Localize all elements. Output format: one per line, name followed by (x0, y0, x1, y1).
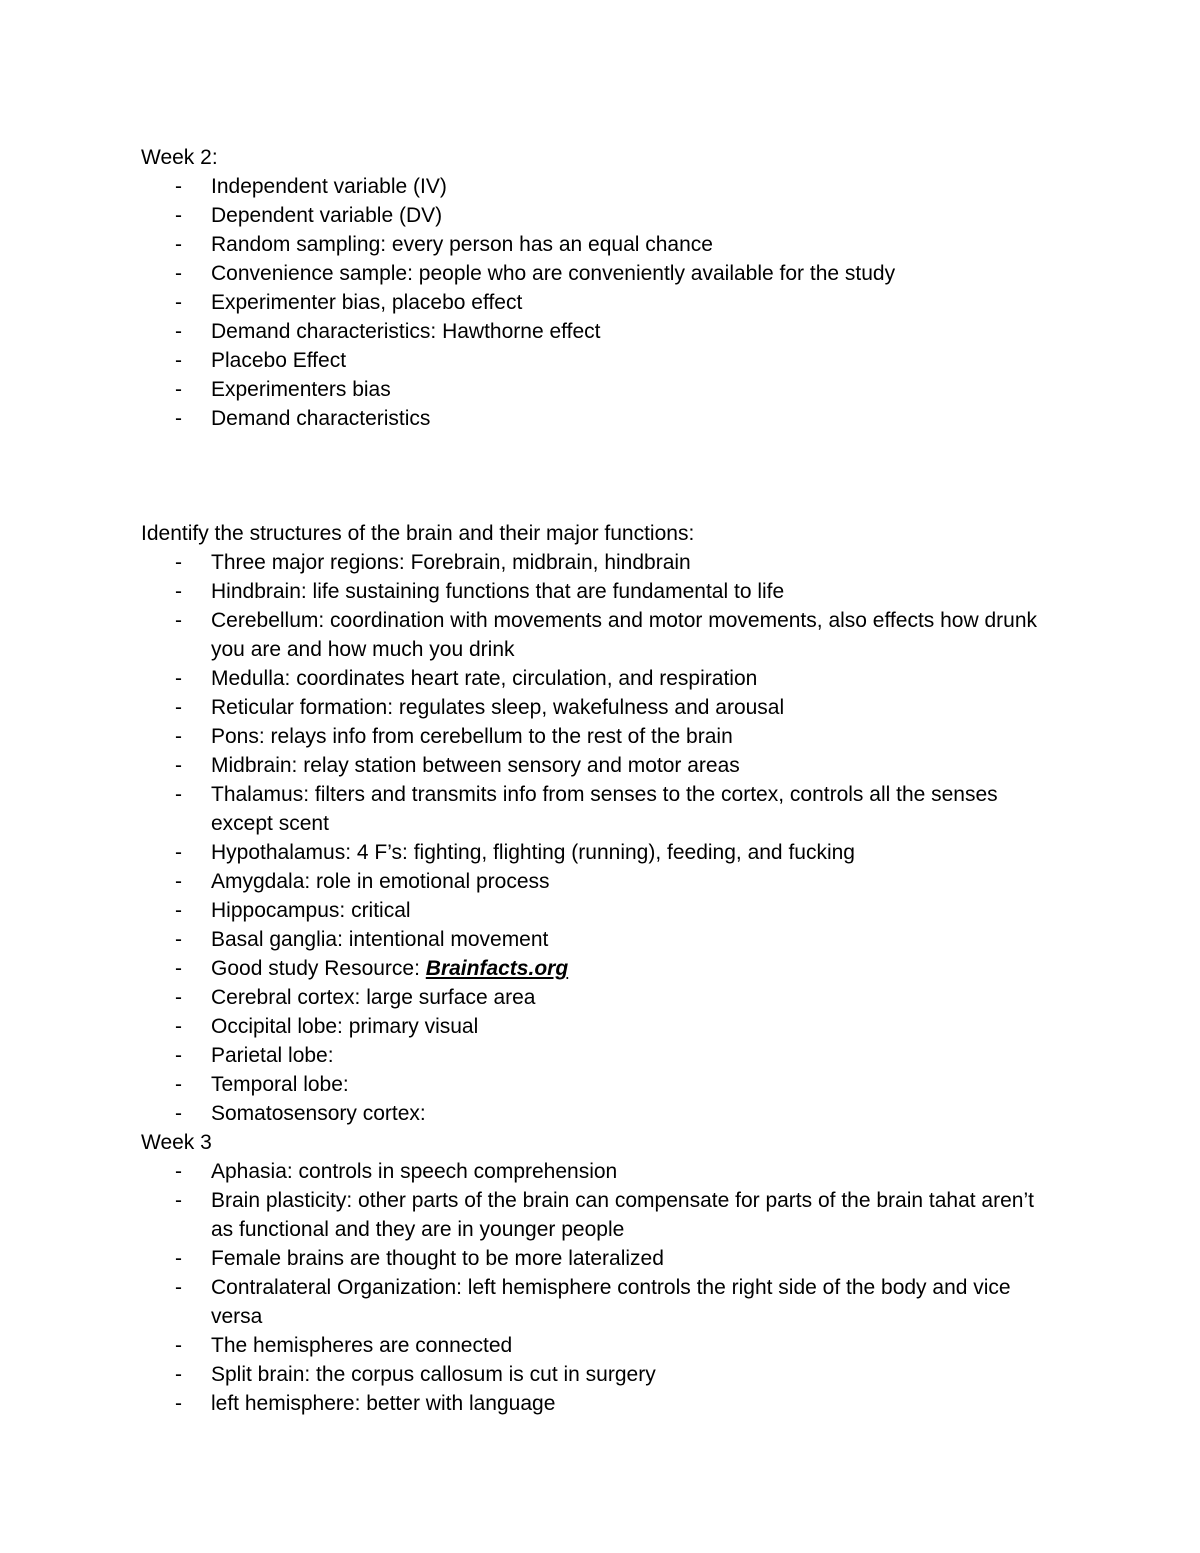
list-item: - Convenience sample: people who are conveniently available for the study (175, 262, 896, 285)
week3-heading: Week 3 (141, 1131, 212, 1154)
brain-list (141, 548, 1061, 1128)
list-item: - Reticular formation: regulates sleep, wakefulness and arousal (175, 696, 785, 719)
list-item: - Split brain: the corpus callosum is cut in surgery (175, 1363, 656, 1386)
list-item: - Experimenter bias, placebo effect (175, 291, 523, 314)
list-item: - Demand characteristics: Hawthorne effect (175, 320, 601, 343)
list-item: - Aphasia: controls in speech comprehension (175, 1160, 618, 1183)
list-item: - Hindbrain: life sustaining functions that are fundamental to life (175, 580, 785, 603)
week2-heading: Week 2: (141, 146, 218, 169)
list-item: - Basal ganglia: intentional movement (175, 928, 549, 951)
list-item: - Female brains are thought to be more lateralized (175, 1247, 664, 1270)
list-item: - Temporal lobe: (175, 1073, 349, 1096)
list-item: - Cerebral cortex: large surface area (175, 986, 536, 1009)
list-item: - Amygdala: role in emotional process (175, 870, 550, 893)
brainfacts-link[interactable]: Brainfacts.org (425, 957, 569, 980)
list-item: - Somatosensory cortex: (175, 1102, 426, 1125)
list-item: - Cerebellum: coordination with movements and motor movements, also effects how drunk you are and how much you drink (175, 609, 1038, 661)
list-item: - The hemispheres are connected (175, 1334, 513, 1357)
brain-heading: Identify the structures of the brain and their major functions: (141, 522, 695, 545)
section-spacer (141, 433, 1061, 519)
list-item: - Pons: relays info from cerebellum to the rest of the brain (175, 725, 733, 748)
list-item: - Occipital lobe: primary visual (175, 1015, 479, 1038)
list-item: - Independent variable (IV) (175, 175, 447, 198)
list-item: - Dependent variable (DV) (175, 204, 443, 227)
list-item: - Demand characteristics (175, 407, 431, 430)
list-item: - Thalamus: filters and transmits info from senses to the cortex, controls all the senses except scent (175, 783, 998, 835)
list-item: - Hypothalamus: 4 F’s: fighting, flighting (running), feeding, and fucking (175, 841, 855, 864)
list-item-resource: - Good study Resource: Brainfacts.org (175, 957, 569, 980)
week2-list (141, 172, 1061, 433)
week3-list (141, 1157, 1061, 1418)
list-item: - Parietal lobe: (175, 1044, 334, 1067)
resource-prefix: Good study Resource: (211, 957, 426, 980)
list-item: - Brain plasticity: other parts of the brain can compensate for parts of the brain tahat aren’t as functional and they are in younger people (175, 1189, 1034, 1241)
list-item: - Three major regions: Forebrain, midbrain, hindbrain (175, 551, 691, 574)
document-page (141, 143, 1061, 1418)
list-item: - Placebo Effect (175, 349, 347, 372)
list-item: - Medulla: coordinates heart rate, circulation, and respiration (175, 667, 758, 690)
list-item: - Hippocampus: critical (175, 899, 411, 922)
list-item: - Midbrain: relay station between sensory and motor areas (175, 754, 740, 777)
list-item: - left hemisphere: better with language (175, 1392, 556, 1415)
list-item: - Experimenters bias (175, 378, 391, 401)
list-item: - Contralateral Organization: left hemisphere controls the right side of the body and vice versa (175, 1276, 1011, 1328)
list-item: - Random sampling: every person has an equal chance (175, 233, 713, 256)
